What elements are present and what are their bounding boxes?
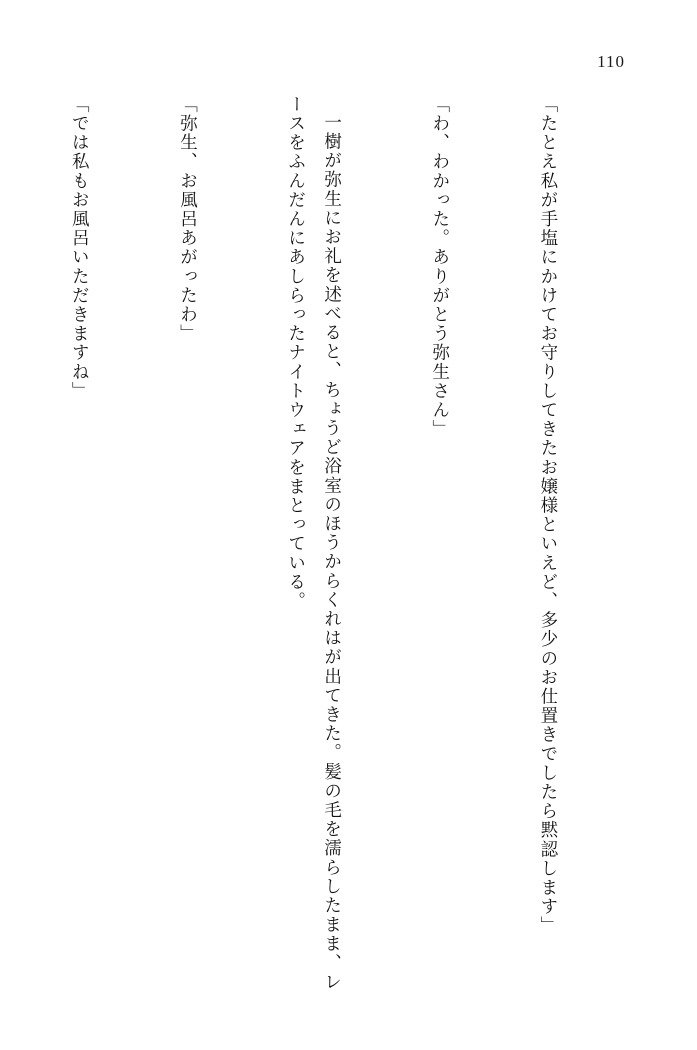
paragraph: 「わ、わかった。ありがとう弥生さん」 — [430, 95, 451, 439]
paragraph: 「では私もお風呂いただきますね」 — [70, 95, 91, 401]
paragraph: 「たとえ私が手塩にかけてお守りしてきたお嬢様といえど、多少のお仕置きでしたら黙認します」 — [538, 95, 559, 936]
page-number: 110 — [597, 52, 625, 71]
paragraph: 一樹が弥生にお礼を述べると、ちょうど浴室のほうからくれはが出てきた。髪の毛を濡らしたまま、レースをふんだんにあしらったナイトウェアをまとっている。 — [286, 95, 343, 992]
page-body-text — [58, 95, 639, 1010]
paragraph: 「弥生、お風呂あがったわ」 — [178, 95, 199, 344]
